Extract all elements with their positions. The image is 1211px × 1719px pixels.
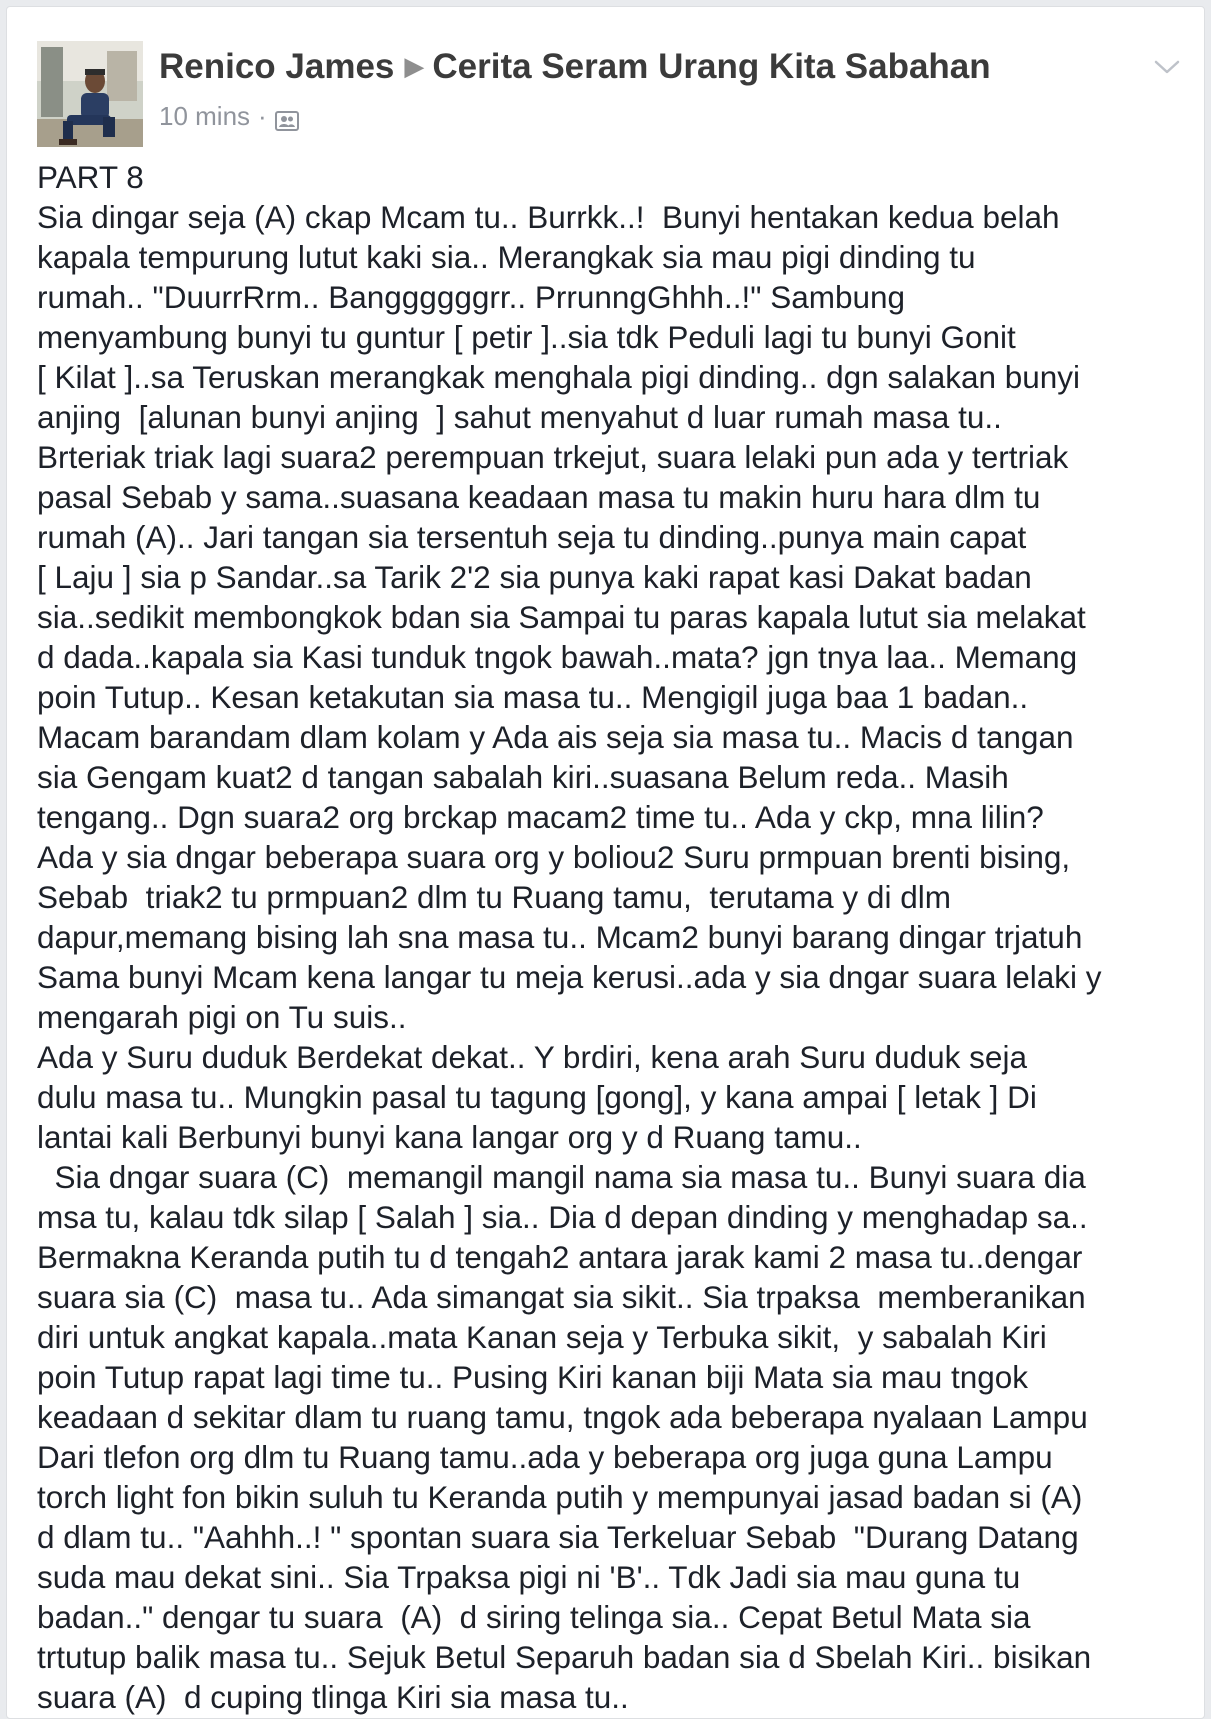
author-link[interactable]: Renico James <box>159 47 395 86</box>
avatar[interactable] <box>37 41 143 147</box>
post-body-line: Bermakna Keranda putih tu d tengah2 antara jarak kami 2 masa tu..dengar <box>37 1239 1083 1275</box>
post-body-line: sia Gengam kuat2 d tangan sabalah kiri..suasana Belum reda.. Masih <box>37 759 1009 795</box>
post-body-line: Sebab triak2 tu prmpuan2 dlm tu Ruang tamu, terutama y di dlm <box>37 879 951 915</box>
group-audience-icon <box>275 107 299 127</box>
post-body-line: keadaan d sekitar dlam tu ruang tamu, tngok ada beberapa nyalaan Lampu <box>37 1399 1088 1435</box>
post-body-line: poin Tutup.. Kesan ketakutan sia masa tu.. Mengigil juga baa 1 badan.. <box>37 679 1029 715</box>
post-body-line: mengarah pigi on Tu suis.. <box>37 999 407 1035</box>
group-link[interactable]: Cerita Seram Urang Kita Sabahan <box>432 47 991 86</box>
post-body-line: kapala tempurung lutut kaki sia.. Merangkak sia mau pigi dinding tu <box>37 239 976 275</box>
timestamp-link[interactable]: 10 mins <box>159 101 251 131</box>
post-body-line: Brteriak triak lagi suara2 perempuan trkejut, suara lelaki pun ada y tertriak <box>37 439 1069 475</box>
avatar-photo <box>37 41 143 147</box>
post-body-line: tengang.. Dgn suara2 org brckap macam2 time tu.. Ada y ckp, mna lilin? <box>37 799 1044 835</box>
post-part-heading: PART 8 <box>37 159 144 195</box>
post-body-line: Ada y Suru duduk Berdekat dekat.. Y brdiri, kena arah Suru duduk seja <box>37 1039 1027 1075</box>
post-body-line: trtutup balik masa tu.. Sejuk Betul Separuh badan sia d Sbelah Kiri.. bisikan <box>37 1639 1092 1675</box>
post-body-line: diri untuk angkat kapala..mata Kanan seja y Terbuka sikit, y sabalah Kiri <box>37 1319 1047 1355</box>
post-body-line: dulu masa tu.. Mungkin pasal tu tagung [gong], y kana ampai [ letak ] Di <box>37 1079 1037 1115</box>
post-body-line: Sama bunyi Mcam kena langar tu meja kerusi..ada y sia dngar suara lelaki y <box>37 959 1102 995</box>
meta-separator: · <box>258 101 267 131</box>
post-body-line: sia..sedikit membongkok bdan sia Sampai tu paras kapala lutut sia melakat <box>37 599 1086 635</box>
post-meta <box>159 101 299 132</box>
post-body-line: lantai kali Berbunyi bunyi kana langar org y d Ruang tamu.. <box>37 1119 862 1155</box>
post-body-line: msa tu, kalau tdk silap [ Salah ] sia.. Dia d depan dinding y menghadap sa.. <box>37 1199 1088 1235</box>
post-body <box>37 157 1205 1717</box>
post-body-line: Ada y sia dngar beberapa suara org y boliou2 Suru prmpuan brenti bising, <box>37 839 1071 875</box>
post-body-line: poin Tutup rapat lagi time tu.. Pusing Kiri kanan biji Mata sia mau tngok <box>37 1359 1029 1395</box>
post-body-line: [ Laju ] sia p Sandar..sa Tarik 2'2 sia punya kaki rapat kasi Dakat badan <box>37 559 1032 595</box>
post-body-line: suara (A) d cuping tlinga Kiri sia masa tu.. <box>37 1679 629 1715</box>
arrow-right-icon: ▶ <box>404 51 425 81</box>
post-body-line: d dlam tu.. "Aahhh..! " spontan suara sia Terkeluar Sebab "Durang Datang <box>37 1519 1079 1555</box>
post-title <box>159 47 991 87</box>
post-body-line: Dari tlefon org dlm tu Ruang tamu..ada y beberapa org juga guna Lampu <box>37 1439 1053 1475</box>
post-body-line: menyambung bunyi tu guntur [ petir ]..sia tdk Peduli lagi tu bunyi Gonit <box>37 319 1016 355</box>
post-body-line: suda mau dekat sini.. Sia Trpaksa pigi ni 'B'.. Tdk Jadi sia mau guna tu <box>37 1559 1021 1595</box>
post-body-line: Sia dingar seja (A) ckap Mcam tu.. Burrkk..! Bunyi hentakan kedua belah <box>37 199 1060 235</box>
post-body-line: Sia dngar suara (C) memangil mangil nama sia masa tu.. Bunyi suara dia <box>37 1159 1086 1195</box>
post-card <box>6 6 1205 1719</box>
post-body-line: anjing [alunan bunyi anjing ] sahut menyahut d luar rumah masa tu.. <box>37 399 1002 435</box>
post-body-line: d dada..kapala sia Kasi tunduk tngok bawah..mata? jgn tnya laa.. Memang <box>37 639 1078 675</box>
post-body-line: pasal Sebab y sama..suasana keadaan masa tu makin huru hara dlm tu <box>37 479 1041 515</box>
post-header <box>7 7 1204 157</box>
post-body-line: [ Kilat ]..sa Teruskan merangkak menghala pigi dinding.. dgn salakan bunyi <box>37 359 1081 395</box>
chevron-down-icon[interactable] <box>1152 57 1182 77</box>
post-body-line: dapur,memang bising lah sna masa tu.. Mcam2 bunyi barang dingar trjatuh <box>37 919 1083 955</box>
post-body-line: rumah.. "DuurrRrm.. Banggggggrr.. PrrunngGhhh..!" Sambung <box>37 279 906 315</box>
post-body-line: badan.." dengar tu suara (A) d siring telinga sia.. Cepat Betul Mata sia <box>37 1599 1031 1635</box>
post-body-line: rumah (A).. Jari tangan sia tersentuh seja tu dinding..punya main capat <box>37 519 1027 555</box>
post-body-line: Macam barandam dlam kolam y Ada ais seja sia masa tu.. Macis d tangan <box>37 719 1074 755</box>
post-body-line: suara sia (C) masa tu.. Ada simangat sia sikit.. Sia trpaksa memberanikan <box>37 1279 1086 1315</box>
post-body-line: torch light fon bikin suluh tu Keranda putih y mempunyai jasad badan si (A) <box>37 1479 1083 1515</box>
